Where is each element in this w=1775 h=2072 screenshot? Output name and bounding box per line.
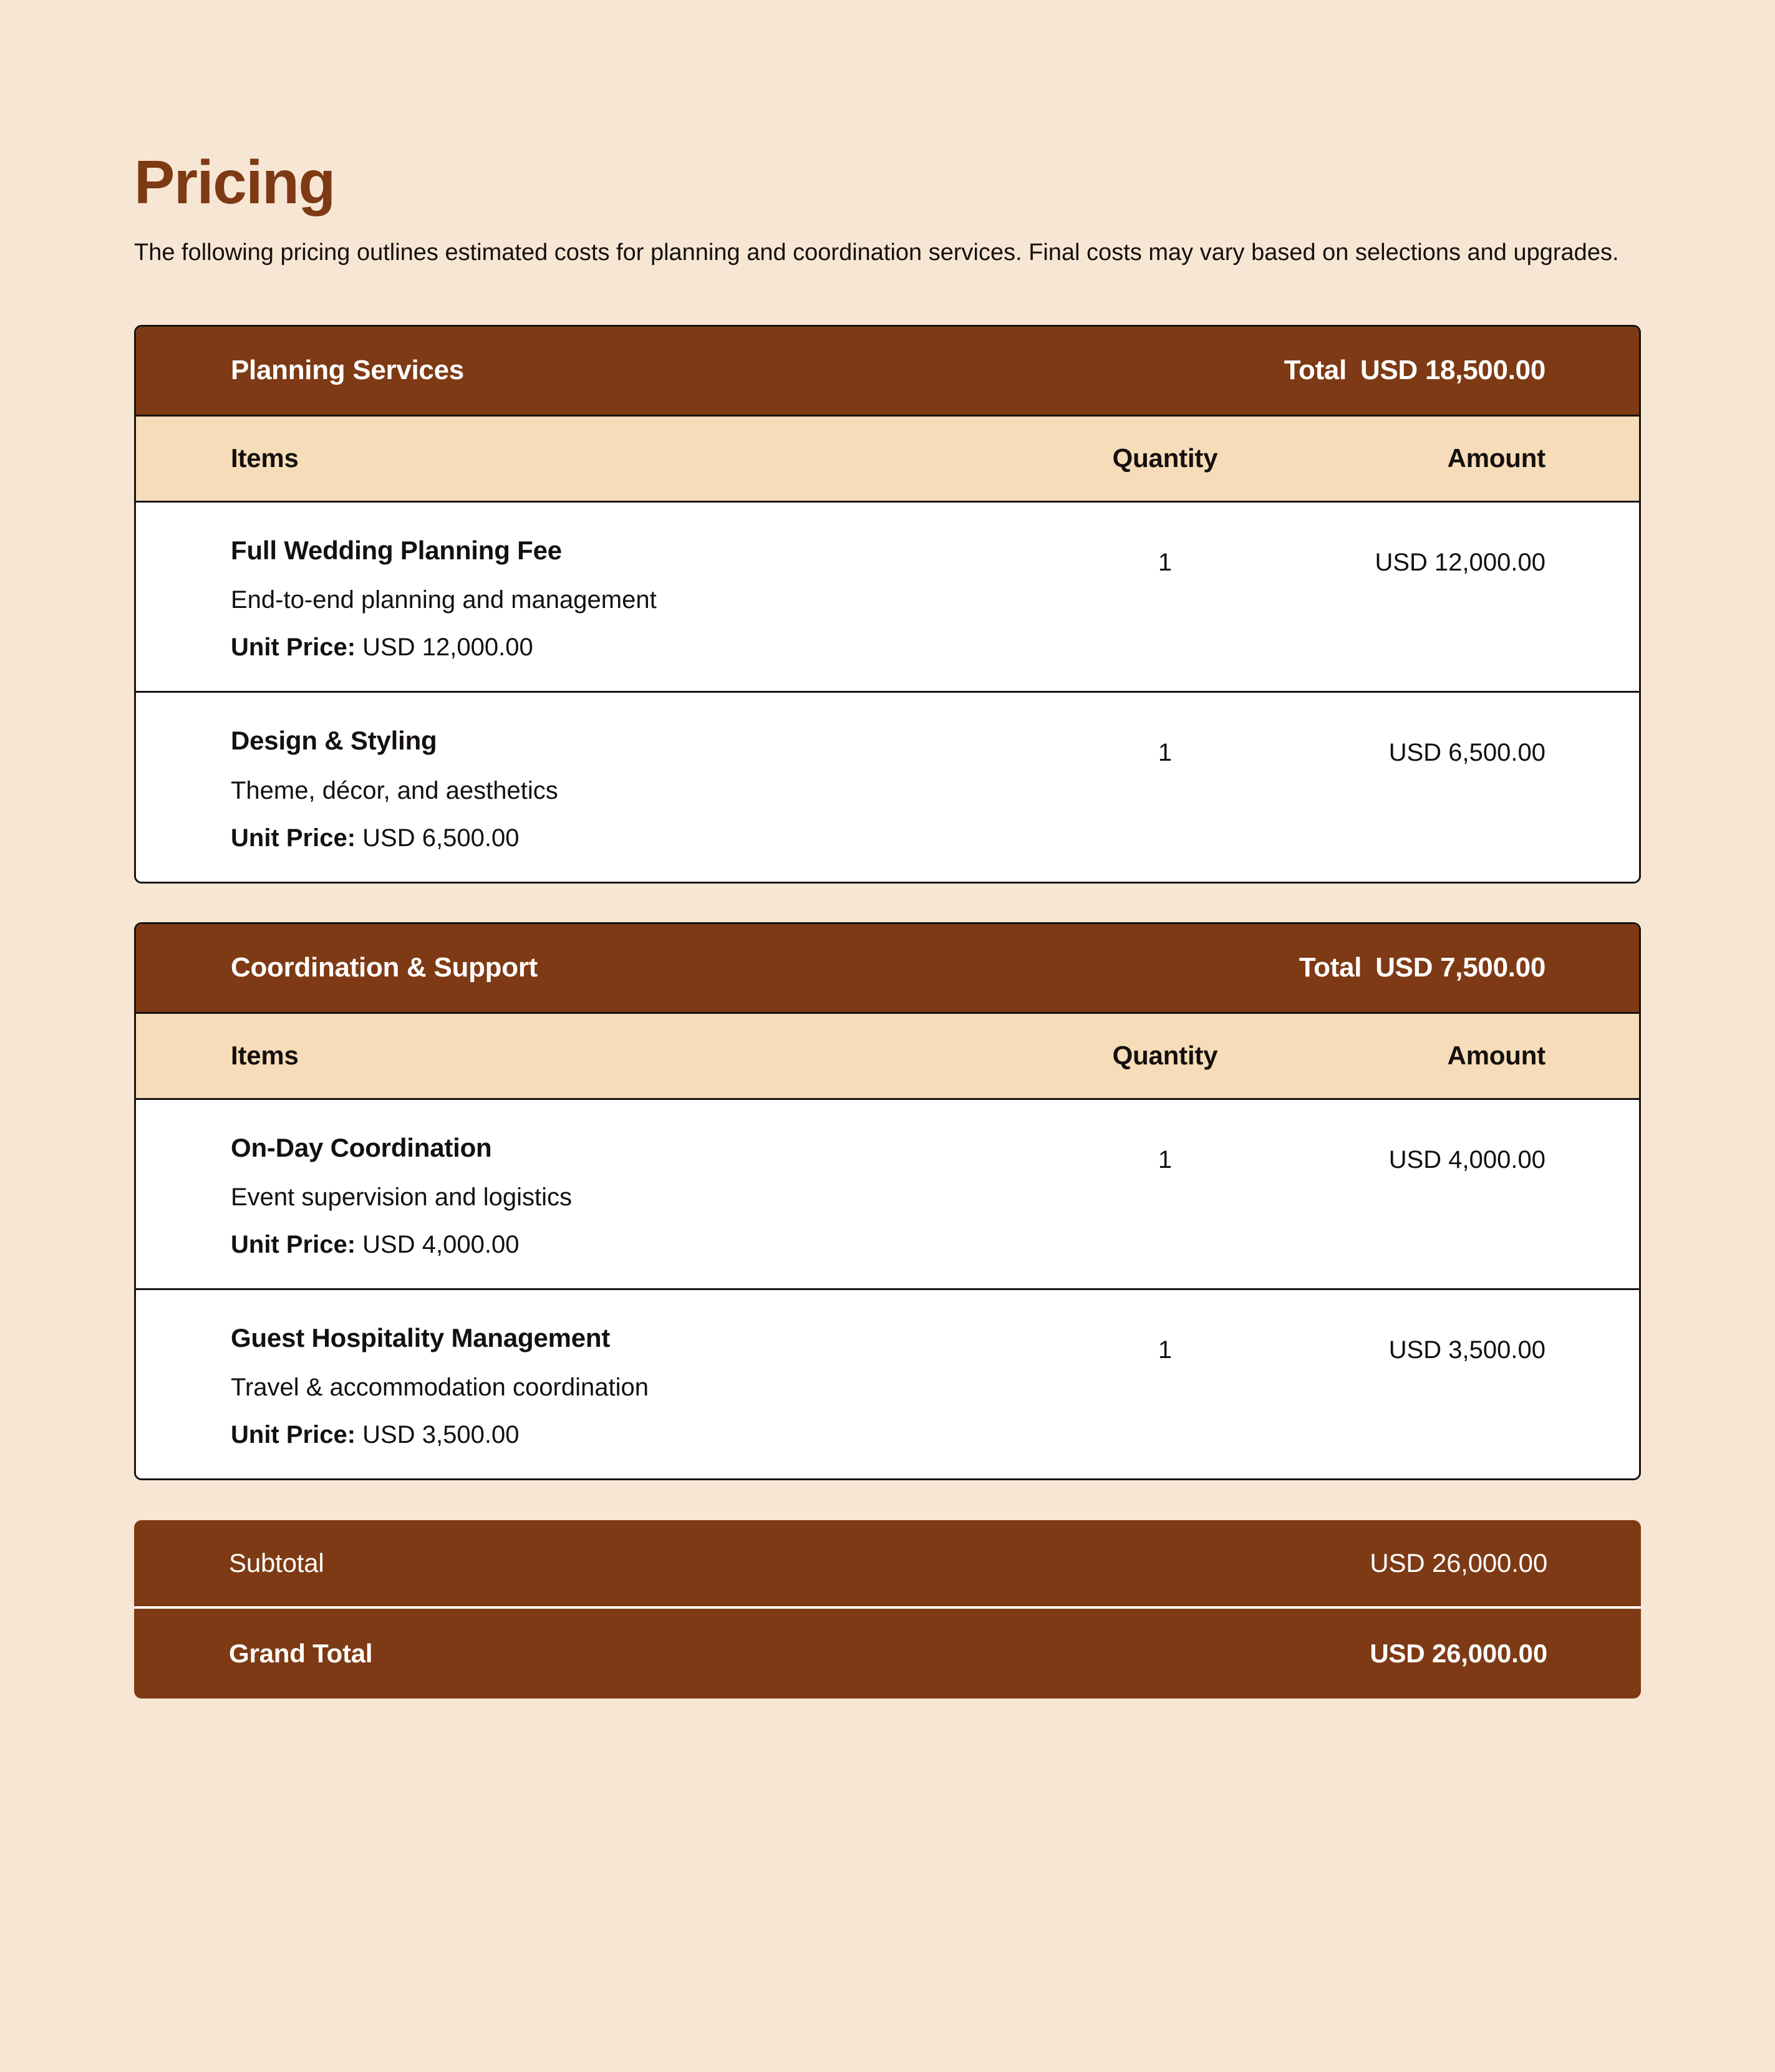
- item-unit-price-label: Unit Price:: [231, 634, 356, 662]
- item-amount: USD 3,500.00: [1388, 1336, 1545, 1364]
- section-total: [1299, 952, 1545, 983]
- item-quantity: 1: [1158, 548, 1173, 576]
- column-header-amount: Amount: [1447, 443, 1545, 473]
- item-description: End-to-end planning and management: [231, 586, 657, 614]
- page-subtitle: The following pricing outlines estimated costs for planning and coordination services. Final costs may vary based on selections and upgrades.: [134, 239, 1619, 266]
- page-title: Pricing: [134, 148, 335, 216]
- section-header: [136, 924, 1639, 1012]
- item-name: On-Day Coordination: [231, 1132, 492, 1162]
- pricing-section-coordination-support: [134, 922, 1641, 1481]
- item-unit-price: [231, 1230, 1047, 1260]
- item-description: Event supervision and logistics: [231, 1183, 572, 1211]
- item-details: [231, 535, 1047, 662]
- totals-panel: [134, 1520, 1641, 1699]
- item-unit-price-label: Unit Price:: [231, 1421, 356, 1449]
- column-header-quantity: Quantity: [1112, 1041, 1218, 1071]
- item-unit-price-label: Unit Price:: [231, 1230, 356, 1258]
- item-quantity: 1: [1158, 1336, 1173, 1364]
- section-title: Planning Services: [231, 355, 464, 386]
- column-header-row: [136, 415, 1639, 503]
- subtotal-label: Subtotal: [229, 1548, 324, 1578]
- grand-total-value: USD 26,000.00: [1370, 1639, 1547, 1669]
- table-row: [136, 503, 1639, 691]
- item-name: Guest Hospitality Management: [231, 1323, 611, 1352]
- table-row: [136, 691, 1639, 881]
- item-unit-price-value: USD 12,000.00: [362, 634, 533, 662]
- table-row: [136, 1288, 1639, 1478]
- pricing-section-planning-services: [134, 325, 1641, 884]
- item-unit-price-value: USD 4,000.00: [362, 1230, 520, 1258]
- section-total: [1284, 355, 1545, 386]
- item-amount: USD 12,000.00: [1375, 548, 1545, 576]
- column-header-quantity: Quantity: [1112, 443, 1218, 473]
- item-unit-price: [231, 823, 1047, 853]
- item-details: [231, 725, 1047, 852]
- grand-total-label: Grand Total: [229, 1639, 373, 1669]
- grand-total-row: [134, 1606, 1641, 1699]
- item-quantity: 1: [1158, 739, 1173, 767]
- item-quantity: 1: [1158, 1145, 1173, 1173]
- column-header-items: Items: [231, 1041, 299, 1071]
- item-name: Full Wedding Planning Fee: [231, 535, 562, 565]
- item-unit-price-value: USD 6,500.00: [362, 824, 520, 852]
- column-header-amount: Amount: [1447, 1041, 1545, 1071]
- table-row: [136, 1100, 1639, 1288]
- item-amount: USD 4,000.00: [1388, 1145, 1545, 1173]
- subtotal-value: USD 26,000.00: [1370, 1548, 1547, 1578]
- section-total-label: Total: [1299, 952, 1362, 983]
- item-unit-price: [231, 1420, 1047, 1450]
- item-description: Theme, décor, and aesthetics: [231, 776, 558, 804]
- column-header-row: [136, 1012, 1639, 1100]
- item-details: [231, 1323, 1047, 1450]
- section-title: Coordination & Support: [231, 952, 538, 983]
- item-description: Travel & accommodation coordination: [231, 1374, 649, 1402]
- item-unit-price-value: USD 3,500.00: [362, 1421, 520, 1449]
- item-details: [231, 1132, 1047, 1260]
- item-unit-price-label: Unit Price:: [231, 824, 356, 852]
- item-unit-price: [231, 632, 1047, 662]
- section-total-value: USD 7,500.00: [1375, 952, 1545, 983]
- subtotal-row: [134, 1520, 1641, 1606]
- item-amount: USD 6,500.00: [1388, 739, 1545, 767]
- section-total-value: USD 18,500.00: [1360, 355, 1545, 386]
- section-header: [136, 327, 1639, 415]
- column-header-items: Items: [231, 443, 299, 473]
- section-total-label: Total: [1284, 355, 1347, 386]
- item-name: Design & Styling: [231, 726, 437, 756]
